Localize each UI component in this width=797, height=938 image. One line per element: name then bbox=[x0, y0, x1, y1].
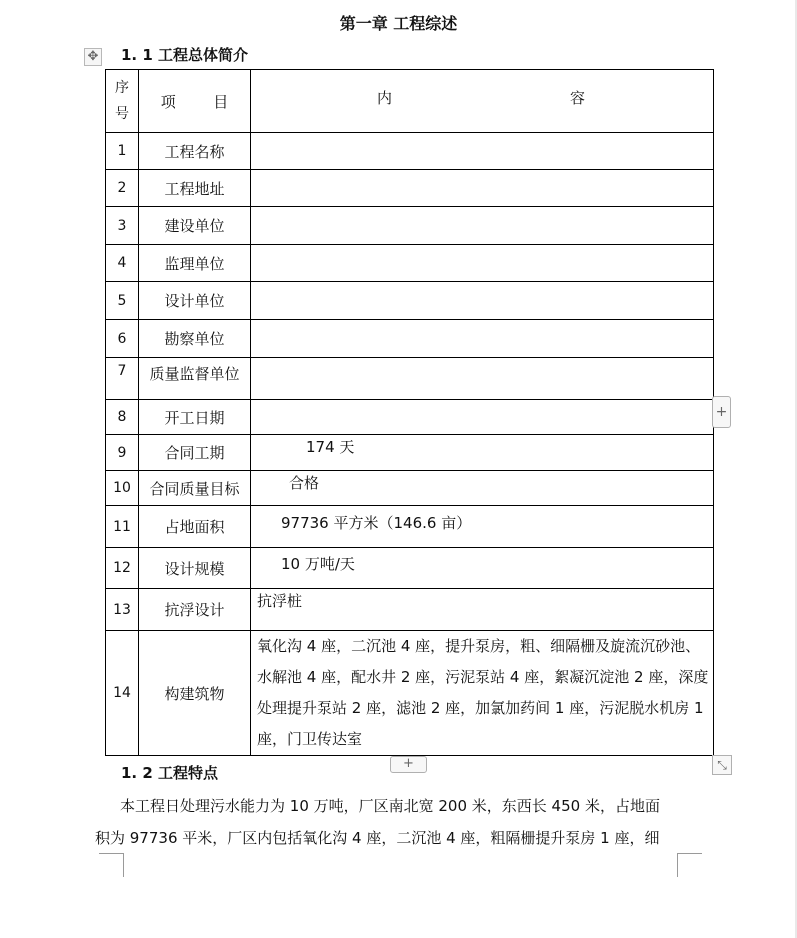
row-item-cell[interactable]: 合同工期 bbox=[139, 435, 251, 471]
row-content-cell[interactable]: 174 天 bbox=[251, 435, 714, 471]
header-item-b: 目 bbox=[213, 92, 229, 111]
row-item-cell[interactable]: 监理单位 bbox=[139, 245, 251, 282]
row-content-cell[interactable] bbox=[251, 245, 714, 282]
page-margin-corner-right bbox=[677, 853, 702, 877]
header-content-a: 内 bbox=[377, 88, 393, 107]
header-item-a: 项 bbox=[160, 92, 176, 111]
row-num-cell[interactable]: 2 bbox=[106, 170, 139, 207]
table-row bbox=[106, 589, 714, 631]
row-content-cell[interactable] bbox=[251, 207, 714, 245]
row-item-cell[interactable]: 占地面积 bbox=[139, 506, 251, 548]
row-content-cell[interactable] bbox=[251, 133, 714, 170]
header-num-bottom: 号 bbox=[115, 106, 129, 122]
header-cell-content[interactable] bbox=[251, 70, 714, 133]
table-row bbox=[106, 631, 714, 756]
row-content-cell[interactable]: 97736 平方米（146.6 亩） bbox=[251, 506, 714, 548]
table-row bbox=[106, 133, 714, 170]
row-item-cell[interactable]: 设计单位 bbox=[139, 282, 251, 320]
row-num-cell[interactable]: 12 bbox=[106, 548, 139, 589]
table-row bbox=[106, 506, 714, 548]
header-content-b: 容 bbox=[570, 88, 586, 107]
table-row bbox=[106, 435, 714, 471]
page-margin-corner-left bbox=[99, 853, 124, 877]
row-num-cell[interactable]: 6 bbox=[106, 320, 139, 358]
table-row bbox=[106, 245, 714, 282]
table-row bbox=[106, 170, 714, 207]
row-item-cell[interactable]: 设计规模 bbox=[139, 548, 251, 589]
paragraph-line: 积为 97736 平米，厂区内包括氧化沟 4 座，二沉池 4 座，粗隔栅提升泵房 1 座，细 bbox=[95, 829, 660, 847]
row-num-cell[interactable]: 7 bbox=[106, 358, 139, 400]
row-num-cell[interactable]: 14 bbox=[106, 631, 139, 756]
row-num-cell[interactable]: 8 bbox=[106, 400, 139, 435]
row-content-cell[interactable]: 氧化沟 4 座，二沉池 4 座，提升泵房，粗、细隔栅及旋流沉砂池、水解池 4 座，配水井 2 座，污泥泵站 4 座，絮凝沉淀池 2 座，深度处理提升泵站 2 座，滤池 2 座，加氯加药间 1 座，污泥脱水机房 1 座，门卫传达室 bbox=[251, 631, 714, 756]
row-item-cell[interactable]: 工程名称 bbox=[139, 133, 251, 170]
header-num-top: 序 bbox=[115, 80, 129, 96]
row-content-cell[interactable]: 10 万吨/天 bbox=[251, 548, 714, 589]
header-cell-num[interactable] bbox=[106, 70, 139, 133]
row-num-cell[interactable]: 13 bbox=[106, 589, 139, 631]
row-content-cell[interactable] bbox=[251, 358, 714, 400]
section-title-overview: 1. 1 工程总体简介 bbox=[121, 46, 249, 64]
table-row bbox=[106, 358, 714, 400]
row-item-cell[interactable]: 勘察单位 bbox=[139, 320, 251, 358]
row-content-cell[interactable] bbox=[251, 400, 714, 435]
table-row bbox=[106, 471, 714, 506]
table-header-row bbox=[106, 70, 714, 133]
row-content-cell[interactable]: 合格 bbox=[251, 471, 714, 506]
project-info-table bbox=[105, 69, 714, 756]
table-row bbox=[106, 548, 714, 589]
row-content-cell[interactable] bbox=[251, 282, 714, 320]
table-row bbox=[106, 207, 714, 245]
row-num-cell[interactable]: 1 bbox=[106, 133, 139, 170]
row-num-cell[interactable]: 4 bbox=[106, 245, 139, 282]
table-resize-icon[interactable]: ⤡ bbox=[712, 755, 732, 775]
row-content-cell[interactable]: 抗浮桩 bbox=[251, 589, 714, 631]
table-row bbox=[106, 282, 714, 320]
row-item-cell[interactable]: 建设单位 bbox=[139, 207, 251, 245]
row-item-cell[interactable]: 抗浮设计 bbox=[139, 589, 251, 631]
add-column-button[interactable] bbox=[712, 396, 731, 428]
row-num-cell[interactable]: 9 bbox=[106, 435, 139, 471]
row-item-cell[interactable]: 工程地址 bbox=[139, 170, 251, 207]
plus-icon: + bbox=[715, 404, 728, 420]
row-item-cell[interactable]: 构建筑物 bbox=[139, 631, 251, 756]
row-num-cell[interactable]: 10 bbox=[106, 471, 139, 506]
row-num-cell[interactable]: 5 bbox=[106, 282, 139, 320]
plus-icon: + bbox=[403, 756, 414, 771]
row-num-cell[interactable]: 11 bbox=[106, 506, 139, 548]
row-item-cell[interactable]: 质量监督单位 bbox=[139, 358, 251, 400]
row-item-cell[interactable]: 合同质量目标 bbox=[139, 471, 251, 506]
table-move-icon[interactable]: ✥ bbox=[84, 48, 102, 66]
add-row-button[interactable] bbox=[390, 756, 427, 773]
header-cell-item[interactable] bbox=[139, 70, 251, 133]
section-title-features: 1. 2 工程特点 bbox=[121, 764, 219, 782]
paragraph-line: 本工程日处理污水能力为 10 万吨，厂区南北宽 200 米，东西长 450 米，占地面 bbox=[120, 797, 660, 815]
table-row bbox=[106, 320, 714, 358]
row-content-cell[interactable] bbox=[251, 320, 714, 358]
row-content-cell[interactable] bbox=[251, 170, 714, 207]
row-item-cell[interactable]: 开工日期 bbox=[139, 400, 251, 435]
chapter-title: 第一章 工程综述 bbox=[339, 14, 458, 33]
row-num-cell[interactable]: 3 bbox=[106, 207, 139, 245]
table-row bbox=[106, 400, 714, 435]
